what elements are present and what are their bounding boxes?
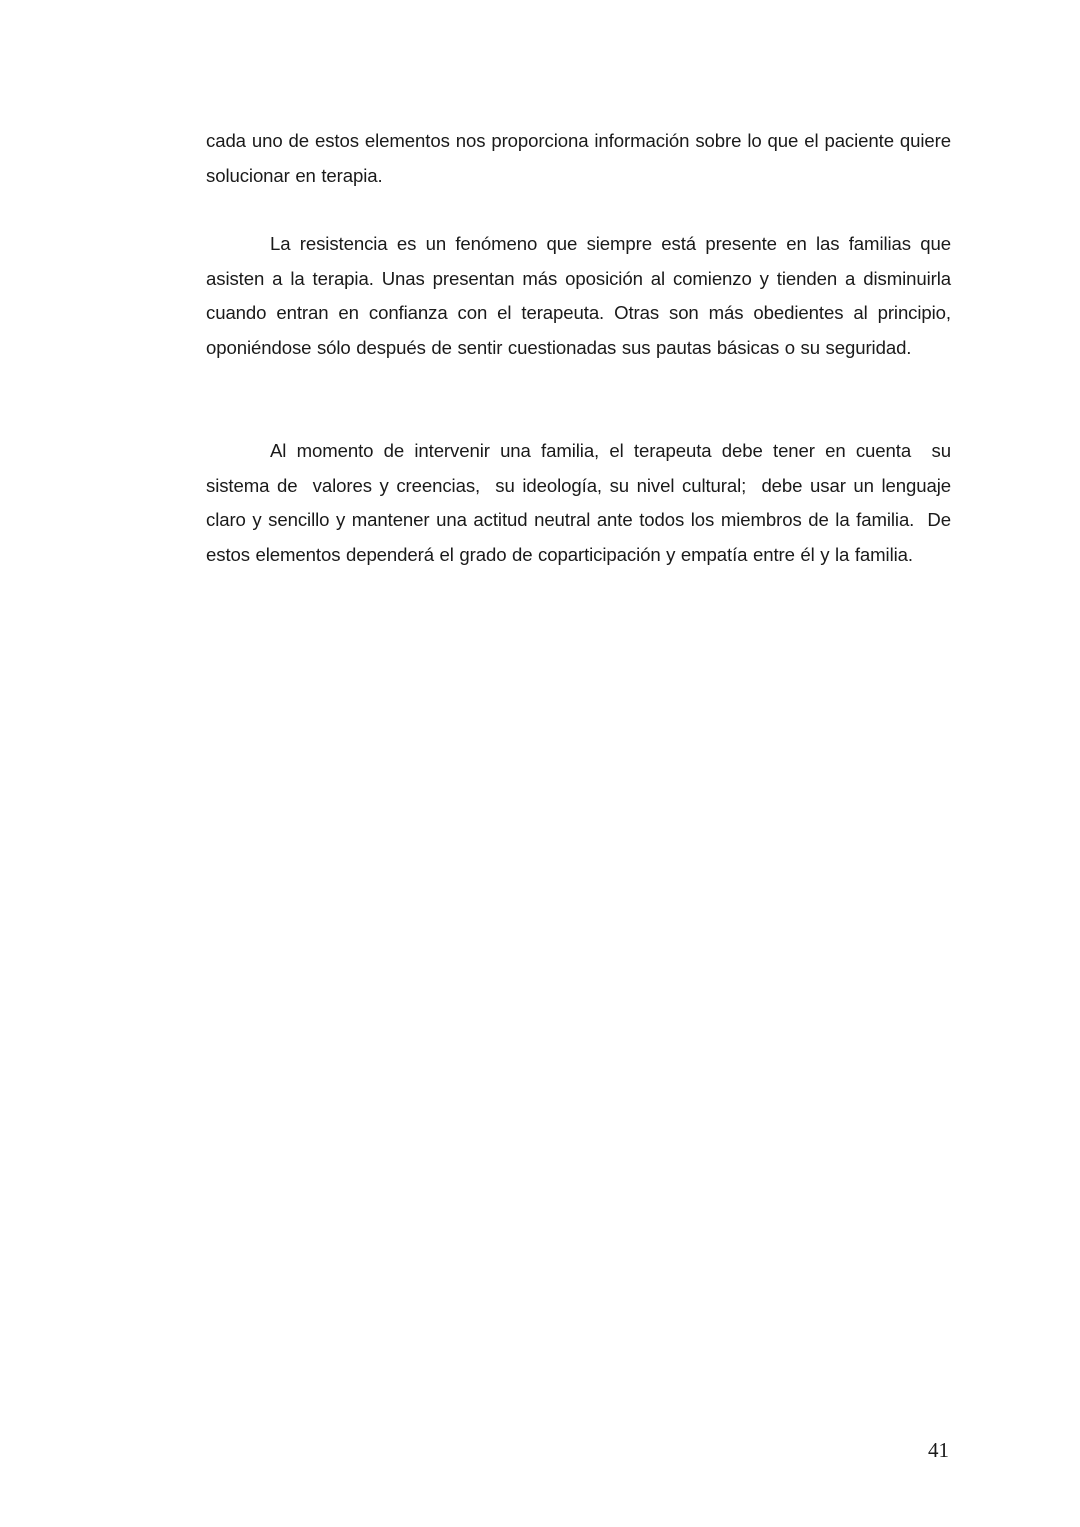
paragraph-text: cada uno de estos elementos nos proporciona información sobre lo que el paciente quiere solucionar en terapia. bbox=[206, 130, 957, 186]
paragraph-text: Al momento de intervenir una familia, el terapeuta debe tener en cuenta su sistema de valores y creencias, su ideología, su nivel cultural; debe usar un lenguaje claro y sencillo y mantener una actitud neutral ante todos los miembros de la familia. De estos elementos dependerá el grado de coparticipación y empatía entre él y la familia. bbox=[206, 440, 957, 565]
page-number: 41 bbox=[928, 1438, 949, 1462]
paragraph-text: La resistencia es un fenómeno que siempre está presente en las familias que asisten a la terapia. Unas presentan más oposición al comienzo y tienden a disminuirla cuando entran en confianza con el terapeuta. Otras son más obedientes al principio, oponiéndose sólo después de sentir cuestionadas sus pautas básicas o su seguridad. bbox=[206, 233, 957, 358]
paragraph-continuation bbox=[206, 124, 957, 193]
paragraph-resistance bbox=[206, 227, 957, 365]
paragraph-intervention bbox=[206, 434, 957, 572]
